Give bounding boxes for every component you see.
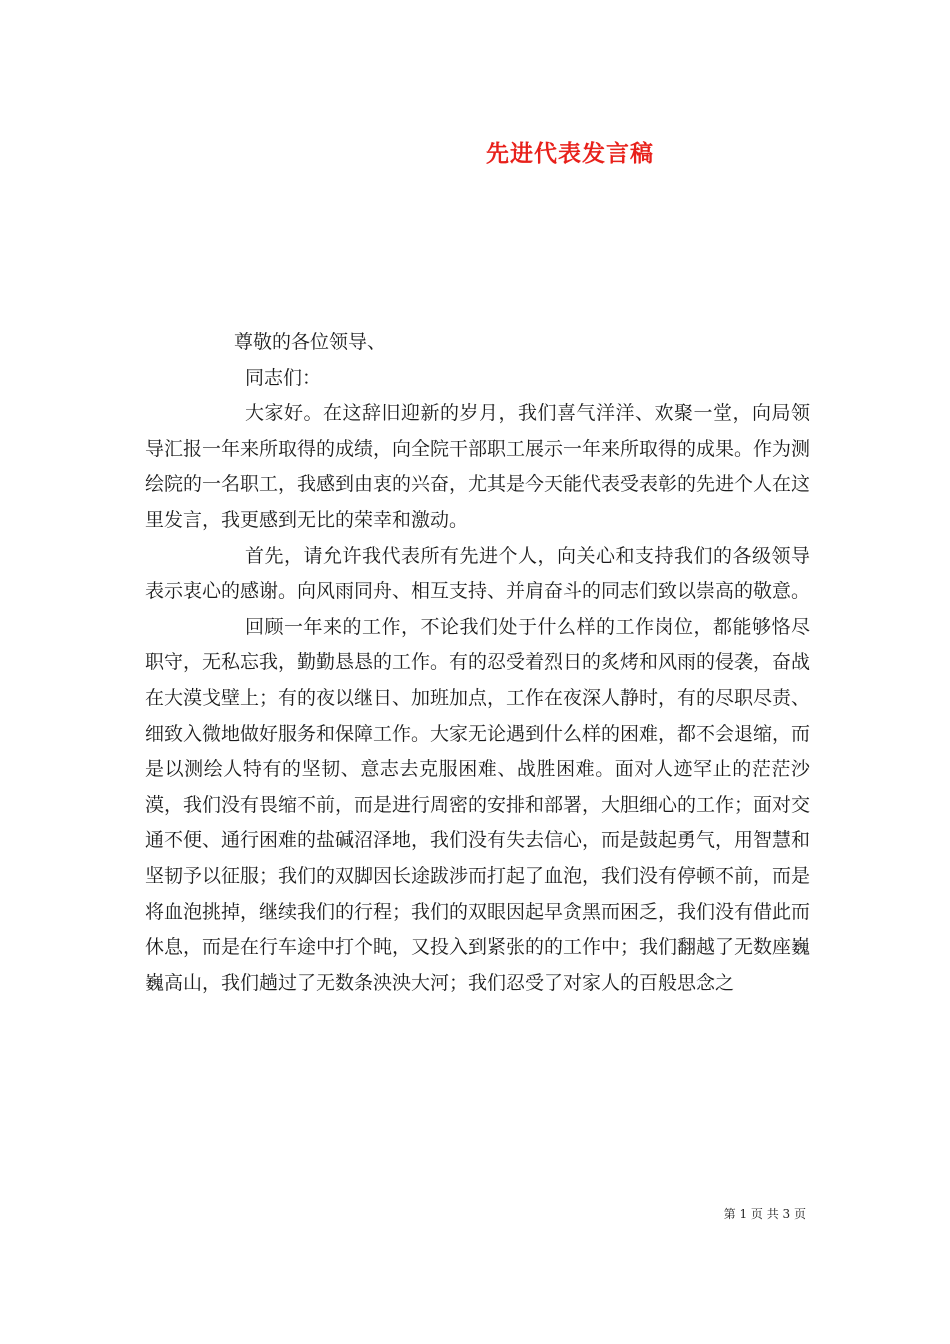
paragraph-thanks: 首先，请允许我代表所有先进个人，向关心和支持我们的各级领导表示衷心的感谢。向风雨同舟、相互支持、并肩奋斗的同志们致以崇高的敬意。 <box>145 544 811 603</box>
page-number-footer: 第 1 页 共 3 页 <box>723 1207 806 1221</box>
paragraph-greeting: 大家好。在这辞旧迎新的岁月，我们喜气洋洋、欢聚一堂，向局领导汇报一年来所取得的成绩，向全院干部职工展示一年来所取得的成果。作为测绘院的一名职工，我感到由衷的兴奋，尤其是今天能代表受表彰的先进个人在这里发言，我更感到无比的荣幸和激动。 <box>145 402 811 531</box>
salutation-line-2: 同志们： <box>245 366 322 389</box>
salutation-line-1: 尊敬的各位领导、 <box>234 331 387 353</box>
paragraph-review: 回顾一年来的工作，不论我们处于什么样的工作岗位，都能够恪尽职守，无私忘我，勤勤恳恳的工作。有的忍受着烈日的炙烤和风雨的侵袭，奋战在大漠戈壁上；有的夜以继日、加班加点，工作在夜深人静时，有的尽职尽责、细致入微地做好服务和保障工作。大家无论遇到什么样的困难，都不会退缩，而是以测绘人特有的坚韧、意志去克服困难、战胜困难。面对人迹罕止的茫茫沙漠，我们没有畏缩不前，而是进行周密的安排和部署，大胆细心的工作；面对交通不便、通行困难的盐碱沼泽地，我们没有失去信心，而是鼓起勇气，用智慧和坚韧予以征服；我们的双脚因长途跋涉而打起了血泡，我们没有停顿不前，而是将血泡挑掉，继续我们的行程；我们的双眼因起早贪黑而困乏，我们没有借此而休息，而是在行车途中打个盹，又投入到紧张的的工作中；我们翻越了无数座巍巍高山，我们趟过了无数条泱泱大河；我们忍受了对家人的百般思念之 <box>145 615 811 994</box>
document-title: 先进代表发言稿 <box>486 140 654 167</box>
document-body <box>145 325 810 1001</box>
